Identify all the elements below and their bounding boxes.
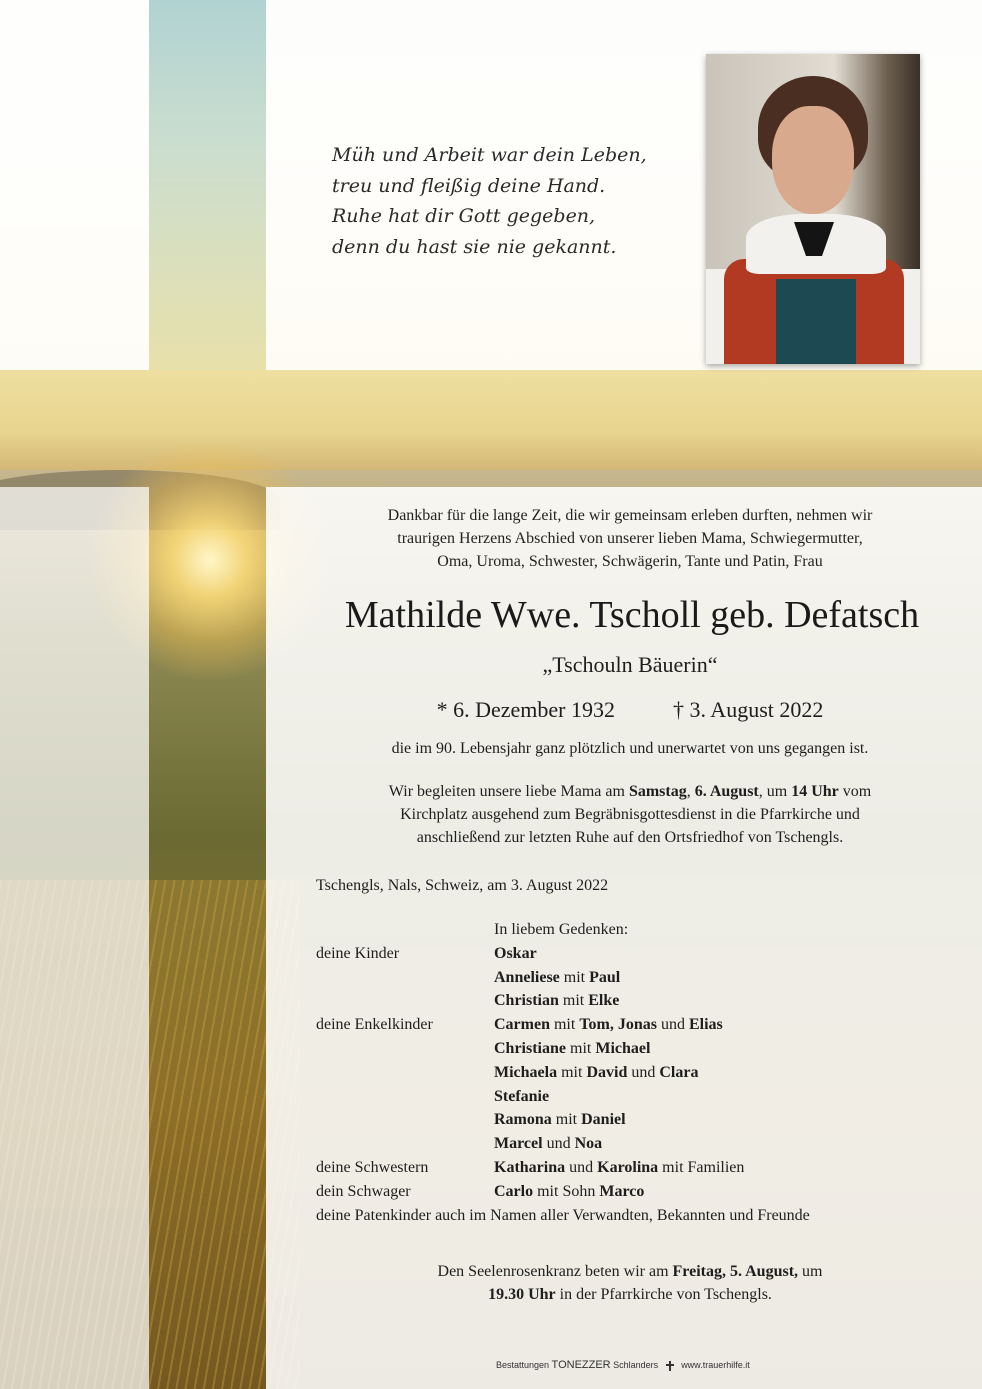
list-item: dein Schwager Carlo mit Sohn Marco — [316, 1182, 645, 1200]
list-item — [316, 918, 976, 942]
website-link[interactable]: www.trauerhilfe.it — [681, 1360, 750, 1370]
death-date: † 3. August 2022 — [673, 697, 824, 722]
poem-line: Müh und Arbeit war dein Leben, — [332, 144, 647, 166]
list-item: deine Schwestern Katharina und Karolina mit Familien — [316, 1158, 745, 1176]
cross-vertical-beam — [149, 0, 266, 370]
list-item: deine Kinder Oskar — [316, 944, 537, 962]
overlay-top-left — [0, 0, 149, 370]
rosary-info: Den Seelenrosenkranz beten wir am Freitag, 5. August, um 19.30 Uhr in der Pfarrkirche von Tschengls. — [437, 1263, 823, 1303]
list-item: Michaela mit David und Clara — [494, 1063, 699, 1081]
funeral-home-footer: Bestattungen TONEZZER Schlanders www.trauerhilfe.it — [496, 1359, 750, 1371]
poem-line: Ruhe hat dir Gott gegeben, — [332, 205, 596, 227]
list-item: deine Enkelkinder Carmen mit Tom, Jonas und Elias — [316, 1016, 723, 1034]
cross-icon — [665, 1361, 675, 1371]
closing-line: deine Patenkinder auch im Namen aller Verwandten, Bekannten und Freunde — [316, 1206, 810, 1224]
life-dates — [300, 694, 960, 726]
company-name: TONEZZER — [551, 1359, 611, 1371]
intro-text — [300, 504, 960, 573]
nickname: „Tschouln Bäuerin“ — [542, 652, 718, 677]
portrait-photo — [706, 54, 920, 364]
list-item: Stefanie — [494, 1087, 550, 1105]
overlay-bottom-left — [0, 487, 149, 1389]
poem-line: denn du hast sie nie gekannt. — [332, 235, 617, 258]
mourners-list — [316, 918, 976, 1227]
age-line: die im 90. Lebensjahr ganz plötzlich und unerwartet von uns gegangen ist. — [391, 740, 869, 757]
list-item: Christiane mit Michael — [494, 1039, 651, 1057]
intro-line: traurigen Herzens Abschied von unserer lieben Mama, Schwiegermutter, — [397, 530, 863, 547]
poem-line: treu und fleißig deine Hand. — [332, 174, 606, 197]
family-heading: In liebem Gedenken: — [494, 921, 629, 938]
list-item: Anneliese mit Paul — [494, 968, 621, 986]
intro-line: Oma, Uroma, Schwester, Schwägerin, Tante und Patin, Frau — [437, 553, 823, 570]
deceased-name: Mathilde Wwe. Tscholl geb. Defatsch — [344, 594, 920, 636]
birth-date: * 6. Dezember 1932 — [436, 697, 616, 722]
place-date: Tschengls, Nals, Schweiz, am 3. August 2022 — [316, 877, 609, 894]
list-item: Ramona mit Daniel — [494, 1111, 626, 1129]
funeral-info: Wir begleiten unsere liebe Mama am Samstag, 6. August, um 14 Uhr vom Kirchplatz ausgehend zum Begräbnisgottesdienst in die Pfarrkirche und anschließend zur letzten Ruhe auf den Ortsfriedhof von Tschengls. — [388, 783, 872, 846]
poem — [332, 140, 672, 262]
list-item: Christian mit Elke — [494, 992, 620, 1010]
list-item: Marcel und Noa — [494, 1135, 603, 1153]
intro-line: Dankbar für die lange Zeit, die wir gemeinsam erleben durften, nehmen wir — [387, 507, 873, 524]
